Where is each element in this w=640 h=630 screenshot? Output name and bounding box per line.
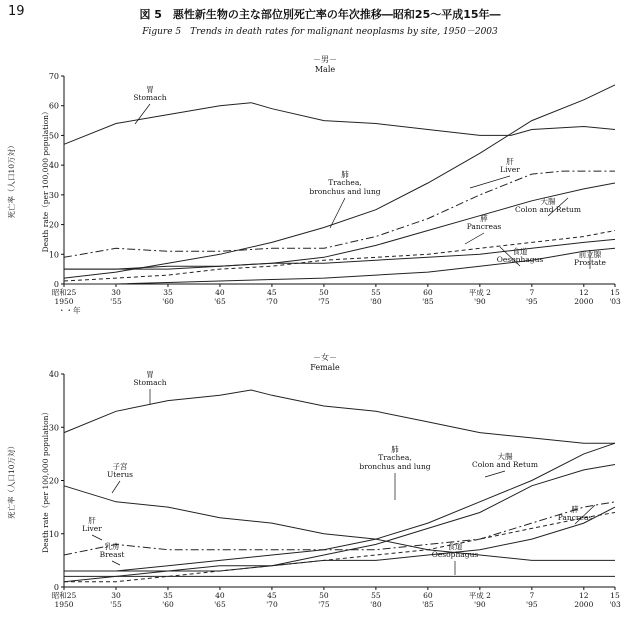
female-panel-label-en: Female bbox=[310, 363, 340, 372]
male-label-liver-jp: 肝 bbox=[506, 157, 514, 166]
male-y-tick-label: 50 bbox=[48, 131, 59, 141]
male-label-stomach-jp: 胃 bbox=[146, 85, 154, 94]
female-x-tick-label-era: 12 bbox=[579, 591, 589, 600]
female-x-tick-label-year: '80 bbox=[370, 600, 382, 609]
male-x-tick-label-era: 50 bbox=[319, 288, 329, 297]
male-leader-liver bbox=[470, 176, 510, 188]
female-x-tick-label-year: '75 bbox=[318, 600, 330, 609]
female-leader-colon-and-rectum bbox=[485, 471, 505, 477]
female-label-trachea-bronchus-and-lung-en: bronchus and lung bbox=[359, 462, 431, 471]
male-label-pancreas-en: Pancreas bbox=[466, 222, 502, 231]
female-y-tick-label: 10 bbox=[48, 529, 59, 539]
female-x-tick-label-year: '65 bbox=[214, 600, 226, 609]
female-x-tick-label-year: 2000 bbox=[574, 600, 594, 609]
female-label-colon-and-rectum-jp: 大腸 bbox=[497, 452, 513, 461]
female-y-tick-label: 0 bbox=[53, 583, 59, 592]
female-label-liver-jp: 肝 bbox=[88, 516, 96, 525]
male-leader-stomach bbox=[135, 104, 150, 124]
female-x-tick-label-era: 60 bbox=[423, 591, 433, 600]
male-x-tick-label-year: '60 bbox=[162, 297, 174, 306]
male-ylabel-jp: 死亡率（人口10万対） bbox=[7, 141, 16, 219]
male-x-tick-label-year: 1950 bbox=[54, 297, 74, 306]
male-x-tick-label-era: 60 bbox=[423, 288, 433, 297]
female-x-tick-label-year: '90 bbox=[474, 600, 486, 609]
female-x-tick-label-era: 55 bbox=[371, 591, 381, 600]
male-x-tick-label-year: '03 bbox=[609, 297, 621, 306]
male-label-prostate-jp: 前立腺 bbox=[578, 250, 602, 259]
male-leader-pancreas bbox=[465, 233, 484, 244]
female-x-tick-label-era: 50 bbox=[319, 591, 329, 600]
male-x-tick-label-era: 12 bbox=[579, 288, 589, 297]
female-label-oesophagus-jp: 食道 bbox=[447, 542, 463, 551]
female-label-oesophagus-en: Oesophagus bbox=[431, 550, 479, 559]
female-x-tick-label-era: 7 bbox=[529, 591, 535, 600]
female-y-tick-label: 20 bbox=[48, 476, 59, 486]
female-panel-label-jp: －女－ bbox=[313, 353, 337, 362]
male-x-tick-label-year: '65 bbox=[214, 297, 226, 306]
male-y-tick-label: 20 bbox=[48, 220, 59, 230]
female-label-breast-jp: 乳房 bbox=[104, 542, 120, 551]
male-x-tick-label-era: 35 bbox=[163, 288, 173, 297]
male-x-tick-label-era: 平成 2 bbox=[468, 288, 491, 297]
male-x-tick-label-year: '55 bbox=[110, 297, 122, 306]
female-x-tick-label-year: '03 bbox=[609, 600, 621, 609]
male-label-stomach-en: Stomach bbox=[133, 93, 167, 102]
female-x-tick-label-era: 45 bbox=[267, 591, 277, 600]
female-x-tick-label-year: '85 bbox=[422, 600, 434, 609]
male-x-tick-label-year: '90 bbox=[474, 297, 486, 306]
female-x-tick-label-era: 40 bbox=[215, 591, 225, 600]
male-x-tick-label-era: 昭和25 bbox=[51, 288, 77, 297]
male-x-tick-label-era: 30 bbox=[111, 288, 121, 297]
male-y-tick-label: 40 bbox=[48, 161, 59, 171]
female-label-uterus-jp: 子宮 bbox=[112, 462, 128, 471]
female-leader-breast bbox=[112, 561, 120, 565]
male-leader-trachea-bronchus-and-lung bbox=[330, 198, 345, 228]
female-label-uterus-en: Uterus bbox=[106, 470, 134, 479]
female-x-tick-label-year: '60 bbox=[162, 600, 174, 609]
female-label-stomach-en: Stomach bbox=[133, 378, 167, 387]
male-x-tick-label-year: '70 bbox=[266, 297, 278, 306]
male-label-liver-en: Liver bbox=[500, 165, 520, 174]
male-label-prostate-en: Prostate bbox=[574, 258, 606, 267]
male-label-colon-and-rectum-en: Colon and Retum bbox=[515, 205, 581, 214]
female-x-tick-label-era: 35 bbox=[163, 591, 173, 600]
male-x-tick-label-era: 40 bbox=[215, 288, 225, 297]
male-label-oesophagus-en: Oesophagus bbox=[496, 255, 544, 264]
female-series-stomach bbox=[64, 390, 615, 443]
male-label-trachea-bronchus-and-lung-en: Trachea, bbox=[328, 178, 362, 187]
page-number: 19 bbox=[8, 4, 25, 19]
female-x-tick-label-year: '70 bbox=[266, 600, 278, 609]
male-ylabel-en: Death rate（per 100,000 population） bbox=[41, 107, 50, 253]
female-label-pancreas-en: Pancreas bbox=[557, 513, 593, 522]
male-label-trachea-bronchus-and-lung-jp: 肺 bbox=[341, 170, 349, 179]
male-panel-label-jp: －男－ bbox=[313, 55, 337, 64]
male-x-tick-label-era: 45 bbox=[267, 288, 277, 297]
female-x-tick-label-year: 1950 bbox=[54, 600, 74, 609]
female-label-trachea-bronchus-and-lung-jp: 肺 bbox=[391, 445, 399, 454]
male-x-tick-label-era: 55 bbox=[371, 288, 381, 297]
female-x-tick-label-year: '95 bbox=[526, 600, 538, 609]
female-series-trachea-bronchus-and-lung bbox=[64, 465, 615, 582]
female-ylabel-en: Death rate（per 100,000 population） bbox=[41, 408, 50, 553]
female-x-tick-label-era: 平成 2 bbox=[468, 591, 491, 600]
female-series-breast bbox=[64, 507, 615, 571]
female-y-tick-label: 40 bbox=[48, 370, 59, 379]
female-label-breast-en: Breast bbox=[99, 550, 125, 559]
male-x-tick-label-year: '85 bbox=[422, 297, 434, 306]
female-label-trachea-bronchus-and-lung-en: Trachea, bbox=[378, 453, 412, 462]
female-label-colon-and-rectum-en: Colon and Retum bbox=[472, 460, 538, 469]
female-x-tick-label-year: '55 bbox=[110, 600, 122, 609]
female-y-tick-label: 30 bbox=[48, 423, 59, 433]
male-x-tick-label-era: 7 bbox=[529, 288, 535, 297]
male-label-colon-and-rectum-jp: 大腸 bbox=[540, 197, 556, 206]
female-leader-uterus bbox=[112, 481, 120, 493]
male-y-tick-label: 10 bbox=[48, 250, 59, 260]
male-x-tick-label-era: 15 bbox=[610, 288, 620, 297]
figure-title-jp: 図 5 悪性新生物の主な部位別死亡率の年次推移―昭和25～平成15年― bbox=[139, 8, 501, 21]
male-panel-label-en: Male bbox=[314, 65, 336, 74]
male-y-tick-label: 30 bbox=[48, 190, 59, 200]
female-x-tick-label-era: 昭和25 bbox=[51, 591, 77, 600]
male-x-tick-label-year: 2000 bbox=[574, 297, 594, 306]
female-ylabel-jp: 死亡率（人口10万対） bbox=[7, 441, 16, 520]
female-label-liver-en: Liver bbox=[82, 524, 102, 533]
female-label-stomach-jp: 胃 bbox=[146, 370, 154, 379]
male-x-tick-label-year: '95 bbox=[526, 297, 538, 306]
figure-title-en: Figure 5 Trends in death rates for malignant neoplasms by site, 1950－2003 bbox=[142, 27, 498, 37]
male-x-tick-label-year: '80 bbox=[370, 297, 382, 306]
male-x-tick-label-year: '75 bbox=[318, 297, 330, 306]
female-x-tick-label-era: 30 bbox=[111, 591, 121, 600]
female-leader-liver bbox=[92, 535, 102, 540]
male-y-tick-label: 0 bbox=[53, 280, 59, 289]
female-label-pancreas-jp: 膵 bbox=[571, 505, 579, 514]
male-label-oesophagus-jp: 食道 bbox=[512, 247, 528, 256]
male-label-pancreas-jp: 膵 bbox=[480, 214, 488, 223]
male-y-tick-label: 70 bbox=[48, 72, 59, 81]
male-label-trachea-bronchus-and-lung-en: bronchus and lung bbox=[309, 187, 381, 196]
female-x-tick-label-era: 15 bbox=[610, 591, 620, 600]
male-x-era-note: ・・年 bbox=[58, 306, 81, 315]
male-y-tick-label: 60 bbox=[48, 101, 59, 111]
